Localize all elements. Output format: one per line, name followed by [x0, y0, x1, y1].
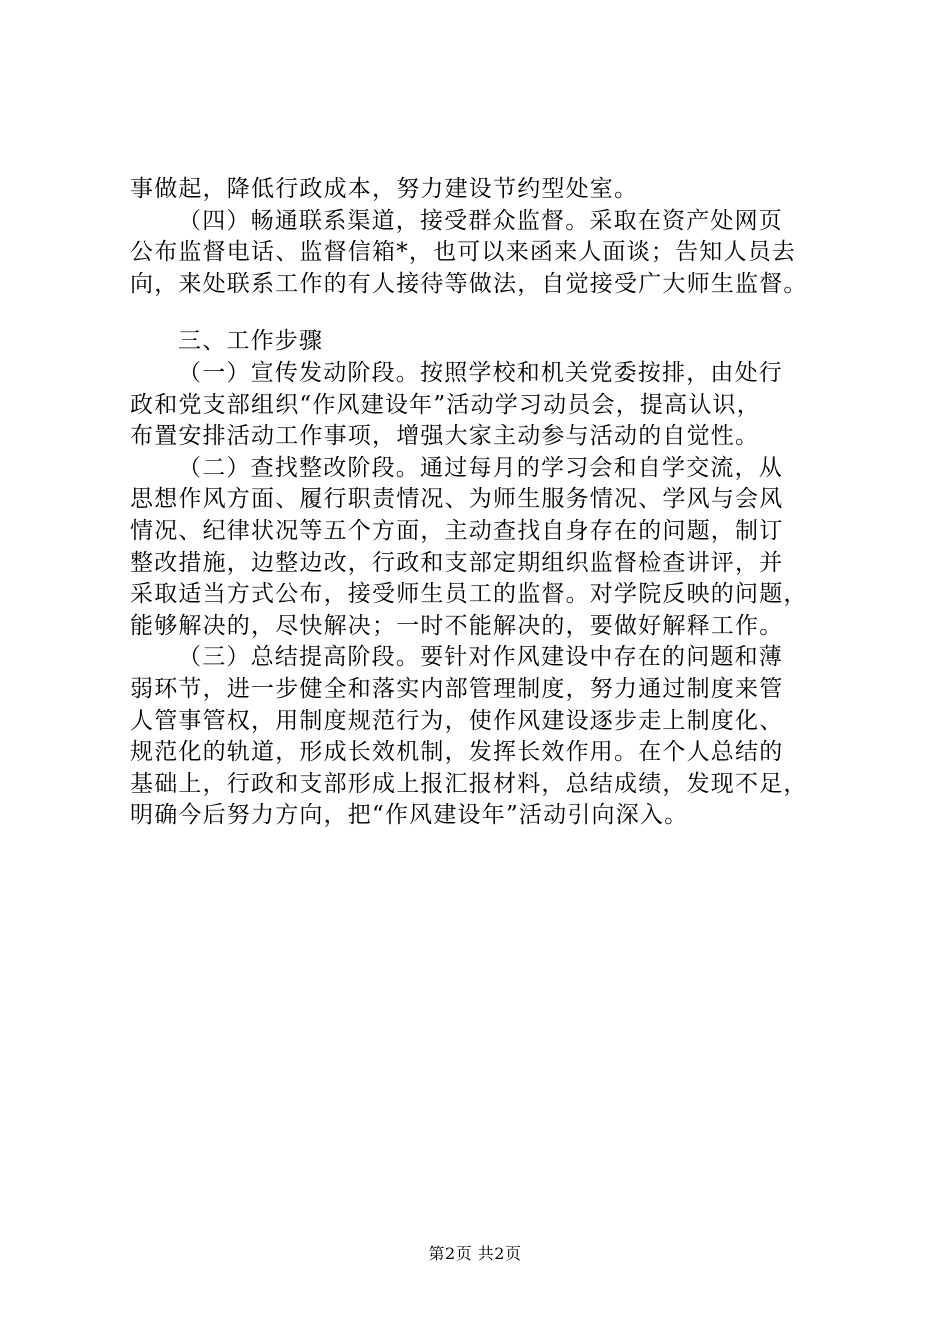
text-line: 基础上，行政和支部形成上报汇报材料，总结成绩，发现不足， [130, 770, 808, 797]
text-line: 明确今后努力方向，把“作风建设年”活动引向深入。 [130, 802, 689, 829]
paragraph-one-start: （一）宣传发动阶段。按照学校和机关党委按排，由处行 [178, 359, 783, 386]
text-line: 整改措施，边整边改，行政和支部定期组织监督检查讲评，并 [130, 549, 784, 576]
text-line: 人管事管权，用制度规范行为，使作风建设逐步走上制度化、 [130, 707, 784, 734]
section-heading: 三、工作步骤 [178, 328, 324, 355]
text-line: 弱环节，进一步健全和落实内部管理制度，努力通过制度来管 [130, 675, 784, 702]
document-body [130, 174, 850, 832]
paragraph-four-start: （四）畅通联系渠道，接受群众监督。采取在资产处网页 [178, 207, 783, 234]
text-line: 事做起，降低行政成本，努力建设节约型处室。 [130, 176, 639, 202]
text-line: 能够解决的，尽快解决；一时不能解决的，要做好解释工作。 [130, 612, 784, 639]
text-line: 思想作风方面、履行职责情况、为师生服务情况、学风与会风 [130, 486, 784, 513]
text-line: 情况、纪律状况等五个方面，主动查找自身存在的问题，制订 [130, 517, 784, 544]
paragraph-three-start: （三）总结提高阶段。要针对作风建设中存在的问题和薄 [178, 644, 783, 671]
text-line: 规范化的轨道，形成长效机制，发挥长效作用。在个人总结的 [130, 739, 784, 766]
text-line: 布置安排活动工作事项，增强大家主动参与活动的自觉性。 [130, 423, 760, 450]
text-line: 公布监督电话、监督信箱*，也可以来函来人面谈；告知人员去 [130, 239, 797, 266]
text-line: 采取适当方式公布，接受师生员工的监督。对学院反映的问题， [130, 581, 808, 608]
section-gap [130, 300, 850, 326]
text-line: 政和党支部组织“作风建设年”活动学习动员会，提高认识， [130, 391, 761, 418]
paragraph-two-start: （二）查找整改阶段。通过每月的学习会和自学交流，从 [178, 454, 783, 481]
page-number-footer: 第2页 共2页 [428, 1244, 522, 1263]
text-line: 向，来处联系工作的有人接待等做法，自觉接受广大师生监督。 [130, 270, 808, 297]
